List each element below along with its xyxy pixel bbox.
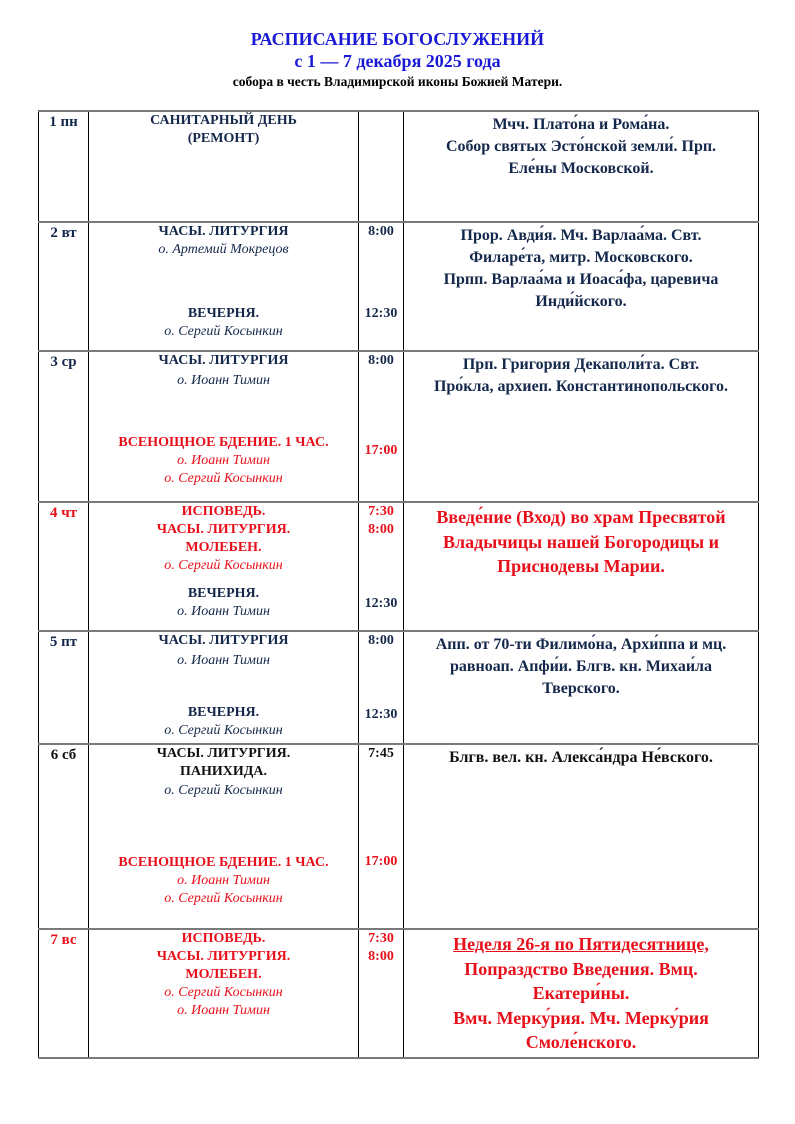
service-time: 8:00: [368, 633, 394, 648]
saint-line: Попраздство Введения. Вмц.: [464, 958, 698, 979]
times-cell: [359, 744, 404, 929]
priest-name: о. Иоанн Тимин: [177, 373, 270, 388]
service-time: 7:45: [368, 746, 394, 761]
service-title: ИСПОВЕДЬ.: [181, 931, 266, 946]
service-title: ВЕЧЕРНЯ.: [187, 586, 260, 601]
saint-line: Смоле́нского.: [525, 1032, 637, 1052]
saint-line: Мчч. Плато́на и Рома́на.: [492, 116, 670, 133]
schedule-row: [39, 111, 759, 222]
saint-line: Вмч. Мерку́рия. Мч. Мерку́рия: [453, 1007, 709, 1028]
saints-cell: [404, 631, 759, 744]
saint-line: Екатери́ны.: [532, 983, 630, 1003]
schedule-row: [39, 929, 759, 1058]
times-cell: [359, 222, 404, 351]
saints-cell: [404, 351, 759, 502]
service-time: 8:00: [368, 353, 394, 368]
saint-line: Владычицы нашей Богородицы и: [442, 531, 720, 552]
priest-name: о. Иоанн Тимин: [177, 453, 270, 468]
church-name: собора в честь Владимирской иконы Божией Матери.: [232, 74, 563, 89]
saints-cell: [404, 222, 759, 351]
priest-name: о. Сергий Косынкин: [164, 723, 283, 738]
services-cell: [89, 111, 359, 222]
saint-line: Прор. Авди́я. Мч. Варлаа́ма. Свт.: [460, 227, 702, 244]
saint-line: Собор святых Эсто́нской земли́. Прп.: [445, 138, 717, 155]
services-cell: [89, 222, 359, 351]
day-label: 2 вт: [39, 222, 89, 351]
service-time: 8:00: [368, 522, 394, 537]
saints-cell: [404, 929, 759, 1058]
saints-cell: [404, 744, 759, 929]
priest-name: о. Сергий Косынкин: [164, 324, 283, 339]
service-title: ВСЕНОЩНОЕ БДЕНИЕ. 1 ЧАС.: [118, 435, 329, 450]
saints-cell: [404, 502, 759, 631]
priest-name: о. Иоанн Тимин: [177, 873, 270, 888]
schedule-row: [39, 744, 759, 929]
saint-line: Введе́ние (Вход) во храм Пресвятой: [436, 507, 726, 527]
service-time: 7:30: [368, 504, 394, 519]
saints-cell: [404, 111, 759, 222]
service-title: МОЛЕБЕН.: [185, 540, 262, 555]
priest-name: о. Иоанн Тимин: [177, 653, 270, 668]
times-cell: [359, 929, 404, 1058]
schedule-row: [39, 631, 759, 744]
priest-name: о. Сергий Косынкин: [164, 558, 283, 573]
service-time: 7:30: [368, 931, 394, 946]
day-label: 1 пн: [39, 111, 89, 222]
service-time: 12:30: [364, 707, 398, 722]
service-title: ПАНИХИДА.: [179, 764, 268, 779]
services-cell: [89, 744, 359, 929]
times-cell: [359, 351, 404, 502]
saint-line: Инди́йского.: [535, 293, 627, 310]
saint-line: Прп. Григория Декаполи́та. Свт.: [462, 356, 700, 373]
services-cell: [89, 502, 359, 631]
priest-name: о. Иоанн Тимин: [177, 604, 270, 619]
services-cell: [89, 929, 359, 1058]
priest-name: о. Иоанн Тимин: [177, 1003, 270, 1018]
service-time: 12:30: [364, 596, 398, 611]
saint-line: Блгв. вел. кн. Алекса́ндра Не́вского.: [449, 749, 713, 766]
times-cell: [359, 502, 404, 631]
priest-name: о. Сергий Косынкин: [164, 471, 283, 486]
service-time: 8:00: [368, 224, 394, 239]
service-title: ИСПОВЕДЬ.: [181, 504, 266, 519]
day-label: 5 пт: [39, 631, 89, 744]
service-title: ЧАСЫ. ЛИТУРГИЯ: [158, 224, 289, 239]
saint-line: Филаре́та, митр. Московского.: [469, 249, 693, 266]
services-cell: [89, 631, 359, 744]
service-title: ЧАСЫ. ЛИТУРГИЯ.: [156, 522, 291, 537]
saint-line: Апп. от 70-ти Филимо́на, Архи́ппа и мц.: [435, 636, 727, 653]
schedule-table: [38, 110, 759, 1059]
schedule-row: [39, 222, 759, 351]
day-label: 4 чт: [39, 502, 89, 631]
day-label: 6 сб: [39, 744, 89, 929]
service-title: ВСЕНОЩНОЕ БДЕНИЕ. 1 ЧАС.: [118, 855, 329, 870]
service-time: 12:30: [364, 306, 398, 321]
service-title: САНИТАРНЫЙ ДЕНЬ: [150, 113, 297, 128]
priest-name: о. Артемий Мокрецов: [158, 242, 289, 257]
saint-line: Неделя 26-я по Пятидесятнице,: [453, 934, 709, 954]
saint-line: Еле́ны Московской.: [508, 160, 654, 177]
services-cell: [89, 351, 359, 502]
saint-line: равноап. Апфи́и. Блгв. кн. Михаи́ла: [449, 658, 713, 675]
day-label: 3 ср: [39, 351, 89, 502]
day-label: 7 вс: [39, 929, 89, 1058]
service-title: ВЕЧЕРНЯ.: [187, 705, 260, 720]
saint-line: Приснодевы Марии.: [497, 556, 665, 576]
date-range: с 1 — 7 декабря 2025 года: [294, 51, 501, 71]
service-title: (РЕМОНТ): [187, 131, 260, 146]
priest-name: о. Сергий Косынкин: [164, 891, 283, 906]
service-time: 17:00: [364, 443, 398, 458]
saint-line: Про́кла, архиеп. Константинопольского.: [433, 378, 729, 395]
priest-name: о. Сергий Косынкин: [164, 985, 283, 1000]
service-title: ЧАСЫ. ЛИТУРГИЯ.: [156, 746, 291, 761]
service-time: 17:00: [364, 854, 398, 869]
saint-line: Тверского.: [542, 680, 620, 697]
service-title: ЧАСЫ. ЛИТУРГИЯ: [158, 353, 289, 368]
service-title: ЧАСЫ. ЛИТУРГИЯ: [158, 633, 289, 648]
page-title: РАСПИСАНИЕ БОГОСЛУЖЕНИЙ: [250, 29, 545, 49]
priest-name: о. Сергий Косынкин: [164, 783, 283, 798]
times-cell: [359, 111, 404, 222]
saint-line: Прпп. Варлаа́ма и Иоаса́фа, царевича: [443, 271, 719, 288]
schedule-row: [39, 351, 759, 502]
service-time: 8:00: [368, 949, 394, 964]
service-title: ВЕЧЕРНЯ.: [187, 306, 260, 321]
schedule-row: [39, 502, 759, 631]
service-title: МОЛЕБЕН.: [185, 967, 262, 982]
times-cell: [359, 631, 404, 744]
service-title: ЧАСЫ. ЛИТУРГИЯ.: [156, 949, 291, 964]
